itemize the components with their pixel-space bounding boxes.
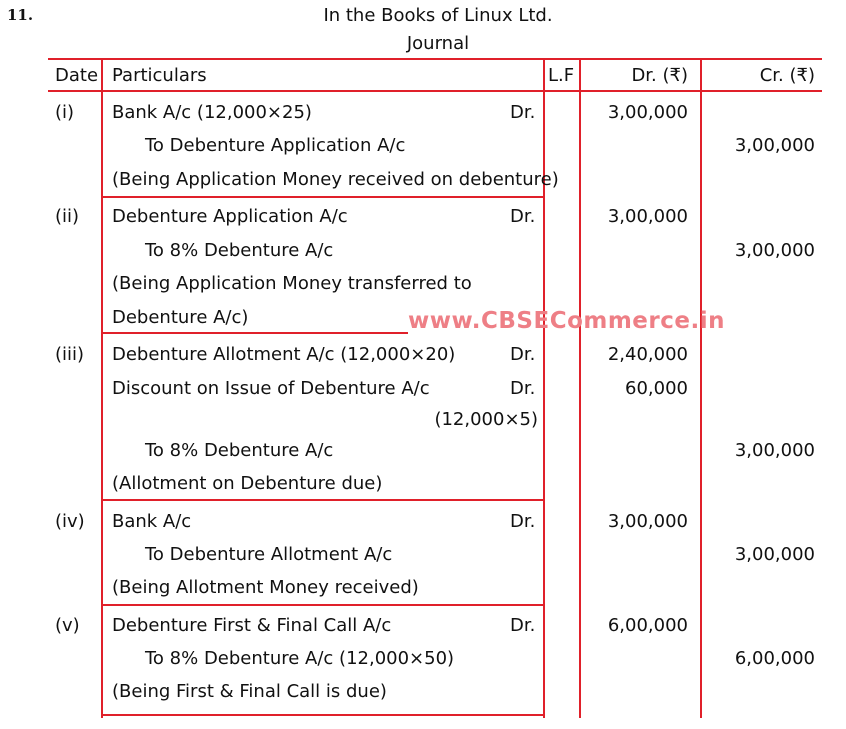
debit-amount: 3,00,000 bbox=[607, 102, 688, 123]
question-number: 11. bbox=[7, 6, 34, 24]
entry-date: (ii) bbox=[55, 206, 80, 227]
header-lf: L.F bbox=[548, 65, 575, 86]
credit-amount: 6,00,000 bbox=[734, 648, 815, 669]
credit-amount: 3,00,000 bbox=[734, 440, 815, 461]
dr-marker: Dr. bbox=[510, 102, 536, 123]
header-date: Date bbox=[55, 65, 99, 86]
narration: (Allotment on Debenture due) bbox=[112, 473, 383, 494]
journal-subtitle: Journal bbox=[406, 33, 470, 54]
header-credit: Cr. (₹) bbox=[759, 65, 815, 86]
debit-amount: 3,00,000 bbox=[607, 511, 688, 532]
entry-separator bbox=[101, 332, 408, 334]
debit-amount: 6,00,000 bbox=[607, 615, 688, 636]
entry-separator bbox=[101, 499, 545, 501]
particulars-text: Debenture Allotment A/c (12,000×20) bbox=[112, 344, 456, 365]
debit-amount: 60,000 bbox=[625, 378, 688, 399]
entry-separator bbox=[101, 196, 545, 198]
narration: Debenture A/c) bbox=[112, 307, 249, 328]
debit-column-rule bbox=[700, 58, 702, 718]
narration: (Being Application Money transferred to bbox=[112, 273, 472, 294]
particulars-text: To 8% Debenture A/c (12,000×50) bbox=[145, 648, 455, 669]
entry-date: (iv) bbox=[55, 511, 85, 532]
debit-amount: 2,40,000 bbox=[607, 344, 688, 365]
particulars-text: Discount on Issue of Debenture A/c bbox=[112, 378, 430, 399]
particulars-text: To Debenture Application A/c bbox=[145, 135, 406, 156]
header-top-rule bbox=[48, 58, 822, 60]
journal-title: In the Books of Linux Ltd. bbox=[323, 5, 553, 26]
particulars-text: Bank A/c bbox=[112, 511, 192, 532]
header-bottom-rule bbox=[48, 90, 822, 92]
dr-marker: Dr. bbox=[510, 344, 536, 365]
dr-marker: Dr. bbox=[510, 206, 536, 227]
entry-separator bbox=[101, 604, 545, 606]
dr-marker: Dr. bbox=[510, 511, 536, 532]
particulars-text: Debenture First & Final Call A/c bbox=[112, 615, 392, 636]
narration: (Being First & Final Call is due) bbox=[112, 681, 387, 702]
particulars-text: To 8% Debenture A/c bbox=[145, 440, 334, 461]
date-column-rule bbox=[101, 58, 103, 718]
header-particulars: Particulars bbox=[112, 65, 207, 86]
watermark: www.CBSECommerce.in bbox=[408, 308, 725, 334]
particulars-text: To Debenture Allotment A/c bbox=[145, 544, 393, 565]
narration: (Being Allotment Money received) bbox=[112, 577, 419, 598]
header-debit: Dr. (₹) bbox=[631, 65, 688, 86]
particulars-text: Debenture Application A/c bbox=[112, 206, 348, 227]
entry-date: (v) bbox=[55, 615, 80, 636]
credit-amount: 3,00,000 bbox=[734, 135, 815, 156]
particulars-text: To 8% Debenture A/c bbox=[145, 240, 334, 261]
debit-amount: 3,00,000 bbox=[607, 206, 688, 227]
entry-date: (iii) bbox=[55, 344, 85, 365]
credit-amount: 3,00,000 bbox=[734, 240, 815, 261]
dr-marker: Dr. bbox=[510, 378, 536, 399]
dr-marker: Dr. bbox=[510, 615, 536, 636]
entry-separator bbox=[101, 714, 545, 716]
calculation-note: (12,000×5) bbox=[434, 409, 538, 430]
entry-date: (i) bbox=[55, 102, 75, 123]
credit-amount: 3,00,000 bbox=[734, 544, 815, 565]
narration: (Being Application Money received on debenture) bbox=[112, 169, 559, 190]
particulars-column-rule bbox=[543, 58, 545, 718]
particulars-text: Bank A/c (12,000×25) bbox=[112, 102, 312, 123]
